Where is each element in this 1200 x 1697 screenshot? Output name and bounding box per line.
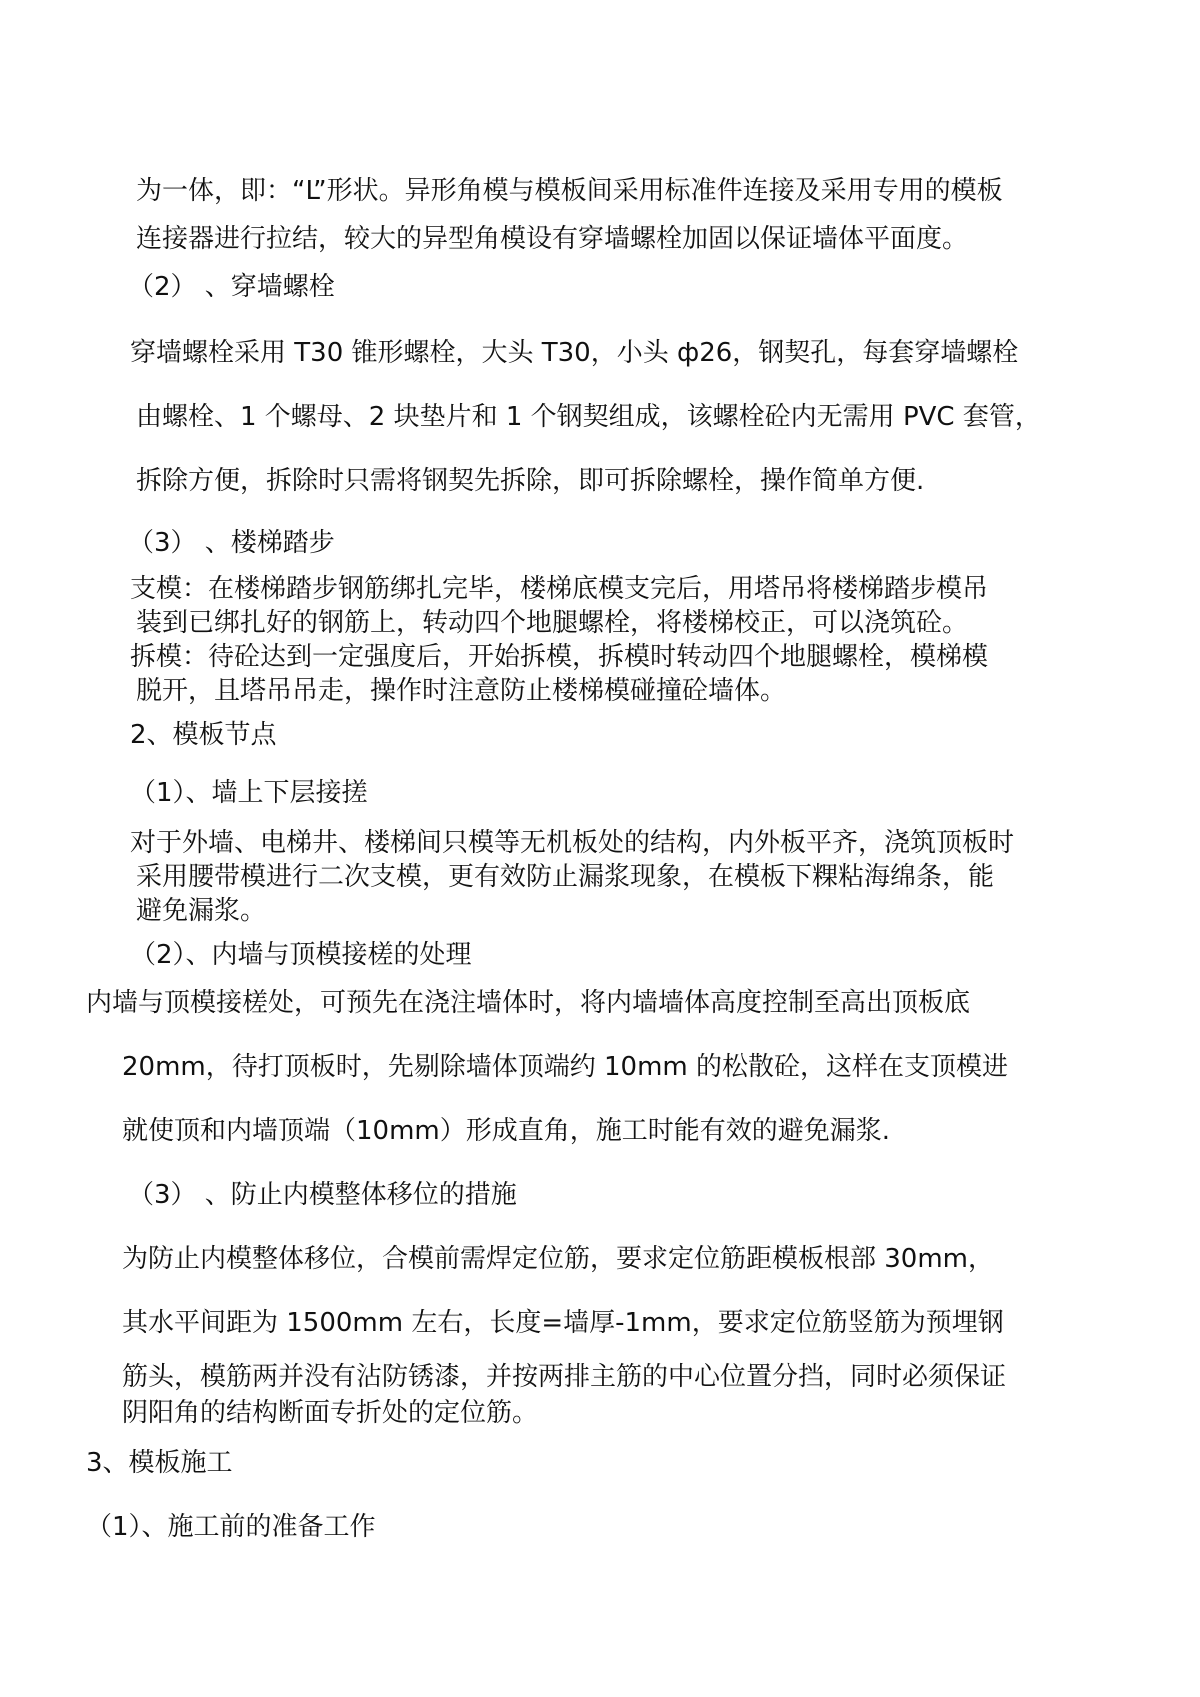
paragraph-line: 脱开，且塔吊吊走，操作时注意防止楼梯模碰撞砼墙体。 bbox=[136, 676, 787, 706]
paragraph-line: 筋头，模筋两并没有沾防锈漆，并按两排主筋的中心位置分挡，同时必须保证 bbox=[122, 1362, 1007, 1392]
paragraph-line: 拆模：待砼达到一定强度后，开始拆模，拆模时转动四个地腿螺栓，模梯模 bbox=[130, 642, 989, 672]
paragraph-line: 装到已绑扎好的钢筋上，转动四个地腿螺栓，将楼梯校正，可以浇筑砼。 bbox=[136, 608, 969, 638]
paragraph-line: 就使顶和内墙顶端（10mm）形成直角，施工时能有效的避免漏浆. bbox=[122, 1116, 891, 1146]
section-heading: （2）、内墙与顶模接槎的处理 bbox=[130, 940, 472, 970]
paragraph-line: 采用腰带模进行二次支模，更有效防止漏浆现象，在模板下粿粘海绵条，能 bbox=[136, 862, 995, 892]
paragraph-line: 20mm，待打顶板时，先剔除墙体顶端约 10mm 的松散砼，这样在支顶模进 bbox=[122, 1052, 1009, 1082]
section-heading: 2、模板节点 bbox=[130, 720, 277, 750]
section-heading: （1）、墙上下层接搓 bbox=[130, 778, 368, 808]
paragraph-line: 对于外墙、电梯井、楼梯间只模等无机板处的结构，内外板平齐，浇筑顶板时 bbox=[130, 828, 1015, 858]
section-heading: （3） 、楼梯踏步 bbox=[128, 528, 335, 558]
paragraph-line: 为一体，即：“L”形状。异形角模与模板间采用标准件连接及采用专用的模板 bbox=[136, 176, 1003, 206]
paragraph-line: 内墙与顶模接槎处，可预先在浇注墙体时，将内墙墙体高度控制至高出顶板底 bbox=[86, 988, 971, 1018]
paragraph-line: 阴阳角的结构断面专折处的定位筋。 bbox=[122, 1398, 539, 1428]
paragraph-line: 为防止内模整体移位，合模前需焊定位筋，要求定位筋距模板根部 30mm， bbox=[122, 1244, 995, 1274]
paragraph-line: 其水平间距为 1500mm 左右，长度=墙厚-1mm，要求定位筋竖筋为预埋钢 bbox=[122, 1308, 1004, 1338]
paragraph-line: 穿墙螺栓采用 T30 锥形螺栓，大头 T30，小头 ф26，钢契孔，每套穿墙螺栓 bbox=[130, 338, 1019, 368]
section-heading: 3、模板施工 bbox=[86, 1448, 233, 1478]
section-heading: （1）、施工前的准备工作 bbox=[86, 1512, 376, 1542]
paragraph-line: 支模：在楼梯踏步钢筋绑扎完毕，楼梯底模支完后，用塔吊将楼梯踏步模吊 bbox=[130, 574, 989, 604]
section-heading: （3） 、防止内模整体移位的措施 bbox=[128, 1180, 517, 1210]
paragraph-line: 拆除方便，拆除时只需将钢契先拆除，即可拆除螺栓，操作简单方便. bbox=[136, 466, 925, 496]
paragraph-line: 由螺栓、1 个螺母、2 块垫片和 1 个钢契组成，该螺栓砼内无需用 PVC 套管， bbox=[136, 402, 1041, 432]
section-heading: （2） 、穿墙螺栓 bbox=[128, 272, 335, 302]
paragraph-line: 避免漏浆。 bbox=[136, 896, 267, 926]
paragraph-line: 连接器进行拉结，较大的异型角模设有穿墙螺栓加固以保证墙体平面度。 bbox=[136, 224, 969, 254]
